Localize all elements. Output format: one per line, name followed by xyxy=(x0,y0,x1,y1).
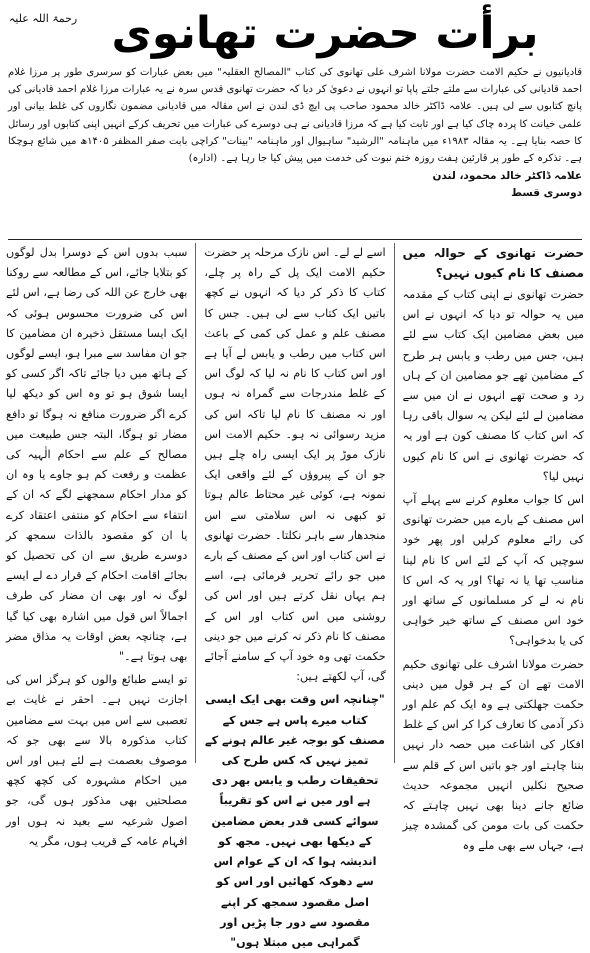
intro-block xyxy=(8,64,582,201)
masthead xyxy=(8,6,580,62)
section-heading: حضرت تھانوی کے حوالہ میں مصنف کا نام کیوں نہیں؟ xyxy=(402,246,584,280)
paragraph: تو ایسے طبائع والوں کو ہرگز اس کی اجازت نہیں ہے۔ احقر نے غایت بے تعصبی سے اس میں بہت سے مضامین کتاب مذکورہ بالا سے بھی جو کہ موصوف بعصمت ہے لئے ہیں اور اس میں احکام مشہورہ کی کچھ کچھ مصلحتیں بھی مذکور ہوں گی، جو اصول شرعیہ سے بعید نہ ہوں اور افہام عامہ کے قریب ہوں، مگر یہ xyxy=(6,673,188,848)
title-honorific: رحمۃ اللہ علیہ xyxy=(8,12,78,25)
column-divider xyxy=(195,243,196,763)
paragraph: حضرت تھانوی نے اپنی کتاب کے مقدمہ میں یہ حوالہ تو دیا کہ انہوں نے اس میں بعض مضامین ایک کتاب سے لئے ہیں، جس میں رطب و یابس ہر طرح کے مضامین تھے جو مضامین ان کے ہاں رد و صحت تھے انہوں نے ان میں سے مضامین لے لئے لیکن یہ سوال باقی رہا کہ اس کتاب کا مصنف کون ہے اور یہ کہ حضرت تھانوی نے اس کا نام کیوں نہیں لیا؟ xyxy=(402,288,584,483)
column-right xyxy=(402,243,584,853)
column-divider xyxy=(394,243,395,763)
page-title: برأت حضرت تھانوی xyxy=(111,8,539,59)
column-left xyxy=(6,243,188,848)
paragraph: اس کا جواب معلوم کرنے سے پہلے آپ اس مصنف کے بارے میں حضرت تھانوی کی رائے معلوم کرلیں اور پھر خود سوچیں کہ آپ کے لئے اس کا نام لینا مناسب تھا یا نہ تھا؟ اور یہ کہ اس کا نام نہ لے کر مسلمانوں کے ساتھ اور خود اس مصنف کے ساتھ خیر خواہی کی یا بدخواہی؟ xyxy=(402,493,584,648)
installment-label: دوسری قسط xyxy=(511,187,582,200)
section-divider xyxy=(8,239,582,240)
paragraph: اسے لے لے۔ اس نازک مرحلہ پر حضرت حکیم الامت ایک پل کے راہ پر چلے، کتاب کا ذکر کر دیا کہ انہوں نے کچھ باتیں ایک کتاب سے لی ہیں۔ جس کا مصنف علم و عمل کی کمی کے باعث اس کتاب میں رطب و یابس لے آیا ہے اور اس کتاب کا نام نہ لیا کہ لوگ اس کے غلط مندرجات سے گمراہ نہ ہوں اور نہ مصنف کا نام لیا تاکہ اس کی مزید رسوائی نہ ہو۔ حکیم الامت اس نازک موڑ پر ایک ایسی راہ چلے ہیں جو ان کے پیروؤں کے لئے واقعی ایک نمونہ ہے، کوئی غیر محتاط عالم ہوتا تو کبھی نہ اس سلامتی سے اس منجدھار سے باہر نکلتا۔ حضرت تھانوی نے اس کتاب اور اس کے مصنف کے بارے میں جو رائے تحریر فرمائی ہے، اسے ہم یہاں نقل کرتے ہیں اور اس کی روشنی میں اس کتاب اور اس کے مصنف کا نام ذکر نہ کرنے میں جو دینی حکمت تھی وہ خود آپ کے سامنے آجائے گی، آپ لکھتے ہیں: xyxy=(204,246,386,684)
paragraph: سبب بدوں اس کے دوسرا بدل لوگوں کو بتلایا جائے، اس کے مطالعہ سے روکنا بھی خارج عن اللہ کی رضا ہے، اس لئے اس کی ضرورت محسوس ہوئی کہ ایک ایسا مستقل ذخیرہ ان مضامین کا جو ان مفاسد سے مبرا ہو، ایسے لوگوں کے ہاتھ میں دیا جائے تاکہ اگر کسی کو ایسا شوق ہو تو وہ اس کو دیکھ لیا کرے اگر ضرورت منافع نہ ہوگا تو دافع مضار تو ہوگا، البتہ جس طبیعت میں مصالح کے علم سے احکام الٰہیہ کی عظمت و رفعت کم ہو جاوے یا وہ ان کو مدار احکام سمجھنے لگے کہ ان کے انتفاء سے احکام کو منتفی اعتقاد کرے یا ان کو مقصود بالذات سمجھ کر دوسرے طریق سے ان کی تحصیل کو بجائے اقامت احکام کے قرار دے لے ایسے لوگ نہ اور بھی ان مضار کی طرف اجمالاً اس قول میں اشارہ بھی کیا گیا ہے، چنانچہ بعض اوقات یہ مذاق مضر بھی ہوتا ہے۔" xyxy=(6,246,188,664)
intro-text: قادیانیوں نے حکیم الامت حضرت مولانا اشرف علی تھانوی کی کتاب "المصالح العقلیہ" میں بعض عبارات کو سرسری طور پر مرزا غلام احمد قادیانی کی عبارات سے ملتے جلتے پاپا تو انہوں نے دعویٰ کر دیا کہ حضرت تھانوی قدس سرہ نے یہ عبارات مرزا غلام احمد قادیانی کی پانچ کتابوں سے لی ہیں۔ علامہ ڈاکٹر خالد محمود صاحب پی ایچ ڈی لندن نے اس مقالہ میں قادیانی مضمون نگاروں کی غلط بیانی اور علمی خیانت کا پردہ چاک کیا ہے اور ثابت کیا ہے کہ مرزا قادیانی نے ہی دوسرے کی عبارات میں تحریف کرکے انہیں اپنی کتابوں اور رسائل کا حصہ بنایا ہے۔ یہ مقالہ ۱۹۸۳ء میں ماہنامہ "الرشید" ساہیوال اور ماہنامہ "بینات" کراچی بابت صفر المظفر ۱۴۰۵ھ میں شائع ہوچکا ہے۔ تذکرہ کے طور پر قارئین ہفت روزہ ختم نبوت کی خدمت میں پیش کیا جا رہا ہے۔ (ادارہ) xyxy=(8,67,583,165)
column-middle xyxy=(204,243,386,949)
installment-row xyxy=(8,185,582,201)
intro-footer xyxy=(8,168,582,184)
paragraph: حضرت مولانا اشرف علی تھانوی حکیم الامت تھے ان کے ہر قول میں دینی حکمت جھلکتی ہے وہ ایک کم علم اور ذکر آدمی کا تعارف کرا کر اس کے غلط افکار کی اشاعت میں حصہ دار نہیں بننا چاہتے اور جو باتیں اس کے قلم سے صحیح نکلیں انہیں مجموعہ حدیث ضائع جانے دینا بھی نہیں چاہتے کہ حکمت کی بات مومن کی گمشدہ چیز ہے، جہاں سے بھی ملے وہ xyxy=(402,657,584,853)
article-columns xyxy=(6,243,584,949)
author-byline: علامہ ڈاکٹر خالد محمود، لندن xyxy=(432,170,582,183)
quotation: "چنانچہ اس وقت بھی ایک ایسی کتاب میرے پاس ہے جس کے مصنف کو بوجہ غیر عالم ہونے کے تمیز نہیں کہ کس طرح کی تحقیقات رطب و یابس بھر دی ہے اور میں نے اس کو تقریباً سوائے کسی قدر بعض مضامین کے دیکھا بھی نہیں۔ مجھ کو اندیشہ ہوا کہ ان کے عوام اس سے دھوکہ کھائیں اور اس کو اصل مقصود سمجھ کر اپنے مقصود سے دور جا پڑیں اور گمراہی میں مبتلا ہوں" xyxy=(205,693,385,949)
